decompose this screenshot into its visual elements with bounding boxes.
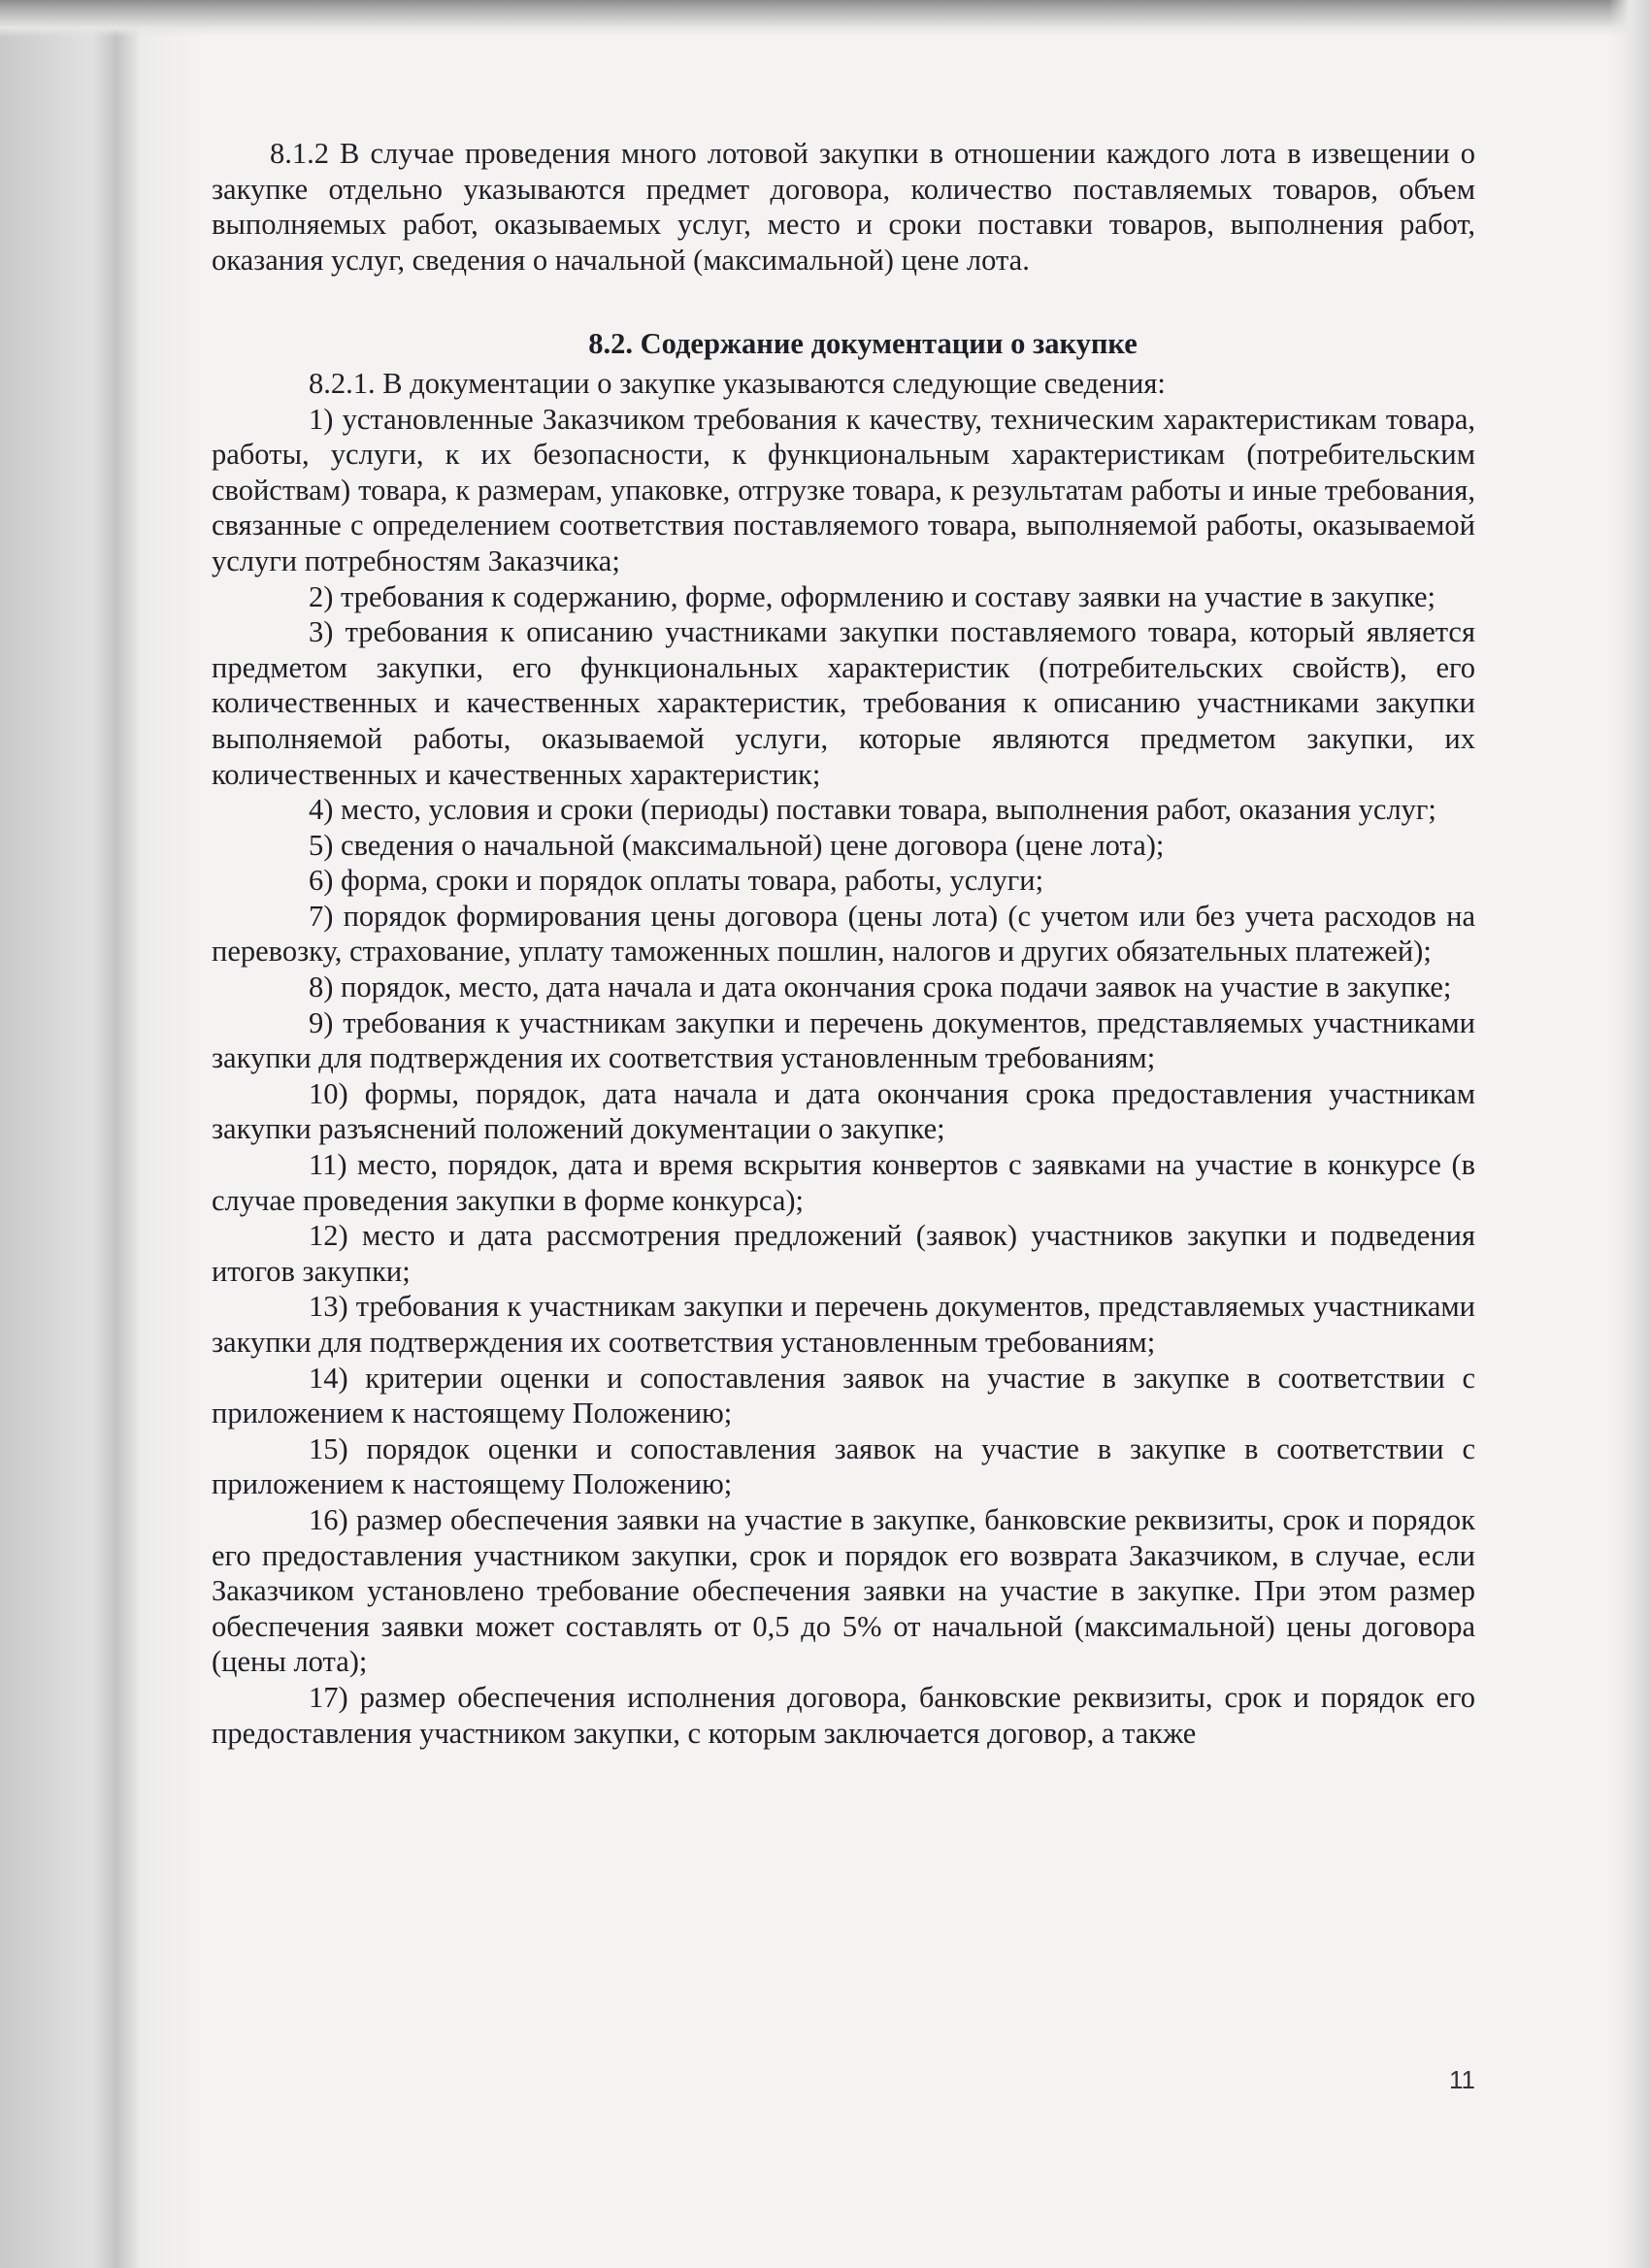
list-item: 8) порядок, место, дата начала и дата окончания срока подачи заявок на участие в закупке; [309,970,1452,1004]
list-item: 9) требования к участникам закупки и перечень документов, представляемых участниками закупки для подтверждения их соответствия установленным требованиям; [212,1005,1475,1075]
list-item: 14) критерии оценки и сопоставления заявок на участие в закупке в соответствии с приложением к настоящему Положению; [212,1361,1475,1430]
list-item: 10) формы, порядок, дата начала и дата окончания срока предоставления участникам закупки разъяснений положений документации о закупке; [212,1076,1475,1146]
paragraph-8-1-2: 8.1.2 В случае проведения много лотовой закупки в отношении каждого лота в извещении о закупке отдельно указываются предмет договора, количество поставляемых товаров, объем выполняемых работ, оказываемых услуг, место и сроки поставки товаров, выполнения работ, оказания услуг, сведения о начальной (максимальной) цене лота. [212,137,1475,277]
list-item: 11) место, порядок, дата и время вскрытия конвертов с заявками на участие в конкурсе (в случае проведения закупки в форме конкурса); [212,1148,1475,1217]
list-item: 16) размер обеспечения заявки на участие в закупке, банковские реквизиты, срок и порядок его предоставления участником закупки, срок и порядок его возврата Заказчиком, в случае, если Заказчиком установлено требование обеспечения заявки на участие в закупке. При этом размер обеспечения заявки может составлять от 0,5 до 5% от начальной (максимальной) цены договора (цены лота); [212,1502,1475,1679]
list-item: 17) размер обеспечения исполнения договора, банковские реквизиты, срок и порядок его предоставления участником закупки, с которым заключается договор, а также [212,1680,1475,1750]
list-item: 6) форма, сроки и порядок оплаты товара, работы, услуги; [309,864,1044,898]
list-item: 3) требования к описанию участниками закупки поставляемого товара, который является предметом закупки, его функциональных характеристик (потребительских свойств), его количественных и качественных характеристик, требования к описанию участниками закупки выполняемой работы, оказываемой услуги, которые являются предметом закупки, их количественных и качественных характеристик; [212,615,1475,791]
list-item: 4) место, условия и сроки (периоды) поставки товара, выполнения работ, оказания услуг; [309,793,1436,827]
document-page [212,136,1475,1751]
list-item: 15) порядок оценки и сопоставления заявок на участие в закупке в соответствии с приложением к настоящему Положению; [212,1431,1475,1501]
list-item: 13) требования к участникам закупки и перечень документов, представляемых участниками закупки для подтверждения их соответствия установленным требованиям; [212,1290,1475,1359]
list-item: 2) требования к содержанию, форме, оформлению и составу заявки на участие в закупке; [309,579,1436,613]
scan-right-edge [1609,0,1650,2268]
list-item: 1) установленные Заказчиком требования к качеству, техническим характеристикам товара, работы, услуги, к их безопасности, к функциональным характеристикам (потребительским свойствам) товара, к размерам, упаковке, отгрузке товара, к результатам работы и иные требования, связанные с определением соответствия поставляемого товара, выполняемой работы, оказываемой услуги потребностям Заказчика; [212,402,1475,577]
scan-binding-shadow [92,0,141,2268]
section-heading: 8.2. Содержание документации о закупке [588,327,1138,361]
section-intro: 8.2.1. В документации о закупке указываются следующие сведения: [309,366,1166,400]
scan-top-edge [0,0,1650,37]
list-item: 5) сведения о начальной (максимальной) цене договора (цене лота); [309,828,1165,862]
page-number: 11 [1449,2065,1475,2094]
list-item: 7) порядок формирования цены договора (цены лота) (с учетом или без учета расходов на перевозку, страхование, уплату таможенных пошлин, налогов и других обязательных платежей); [212,899,1475,969]
list-item: 12) место и дата рассмотрения предложений (заявок) участников закупки и подведения итогов закупки; [212,1219,1475,1288]
requirements-list [212,402,1475,1752]
